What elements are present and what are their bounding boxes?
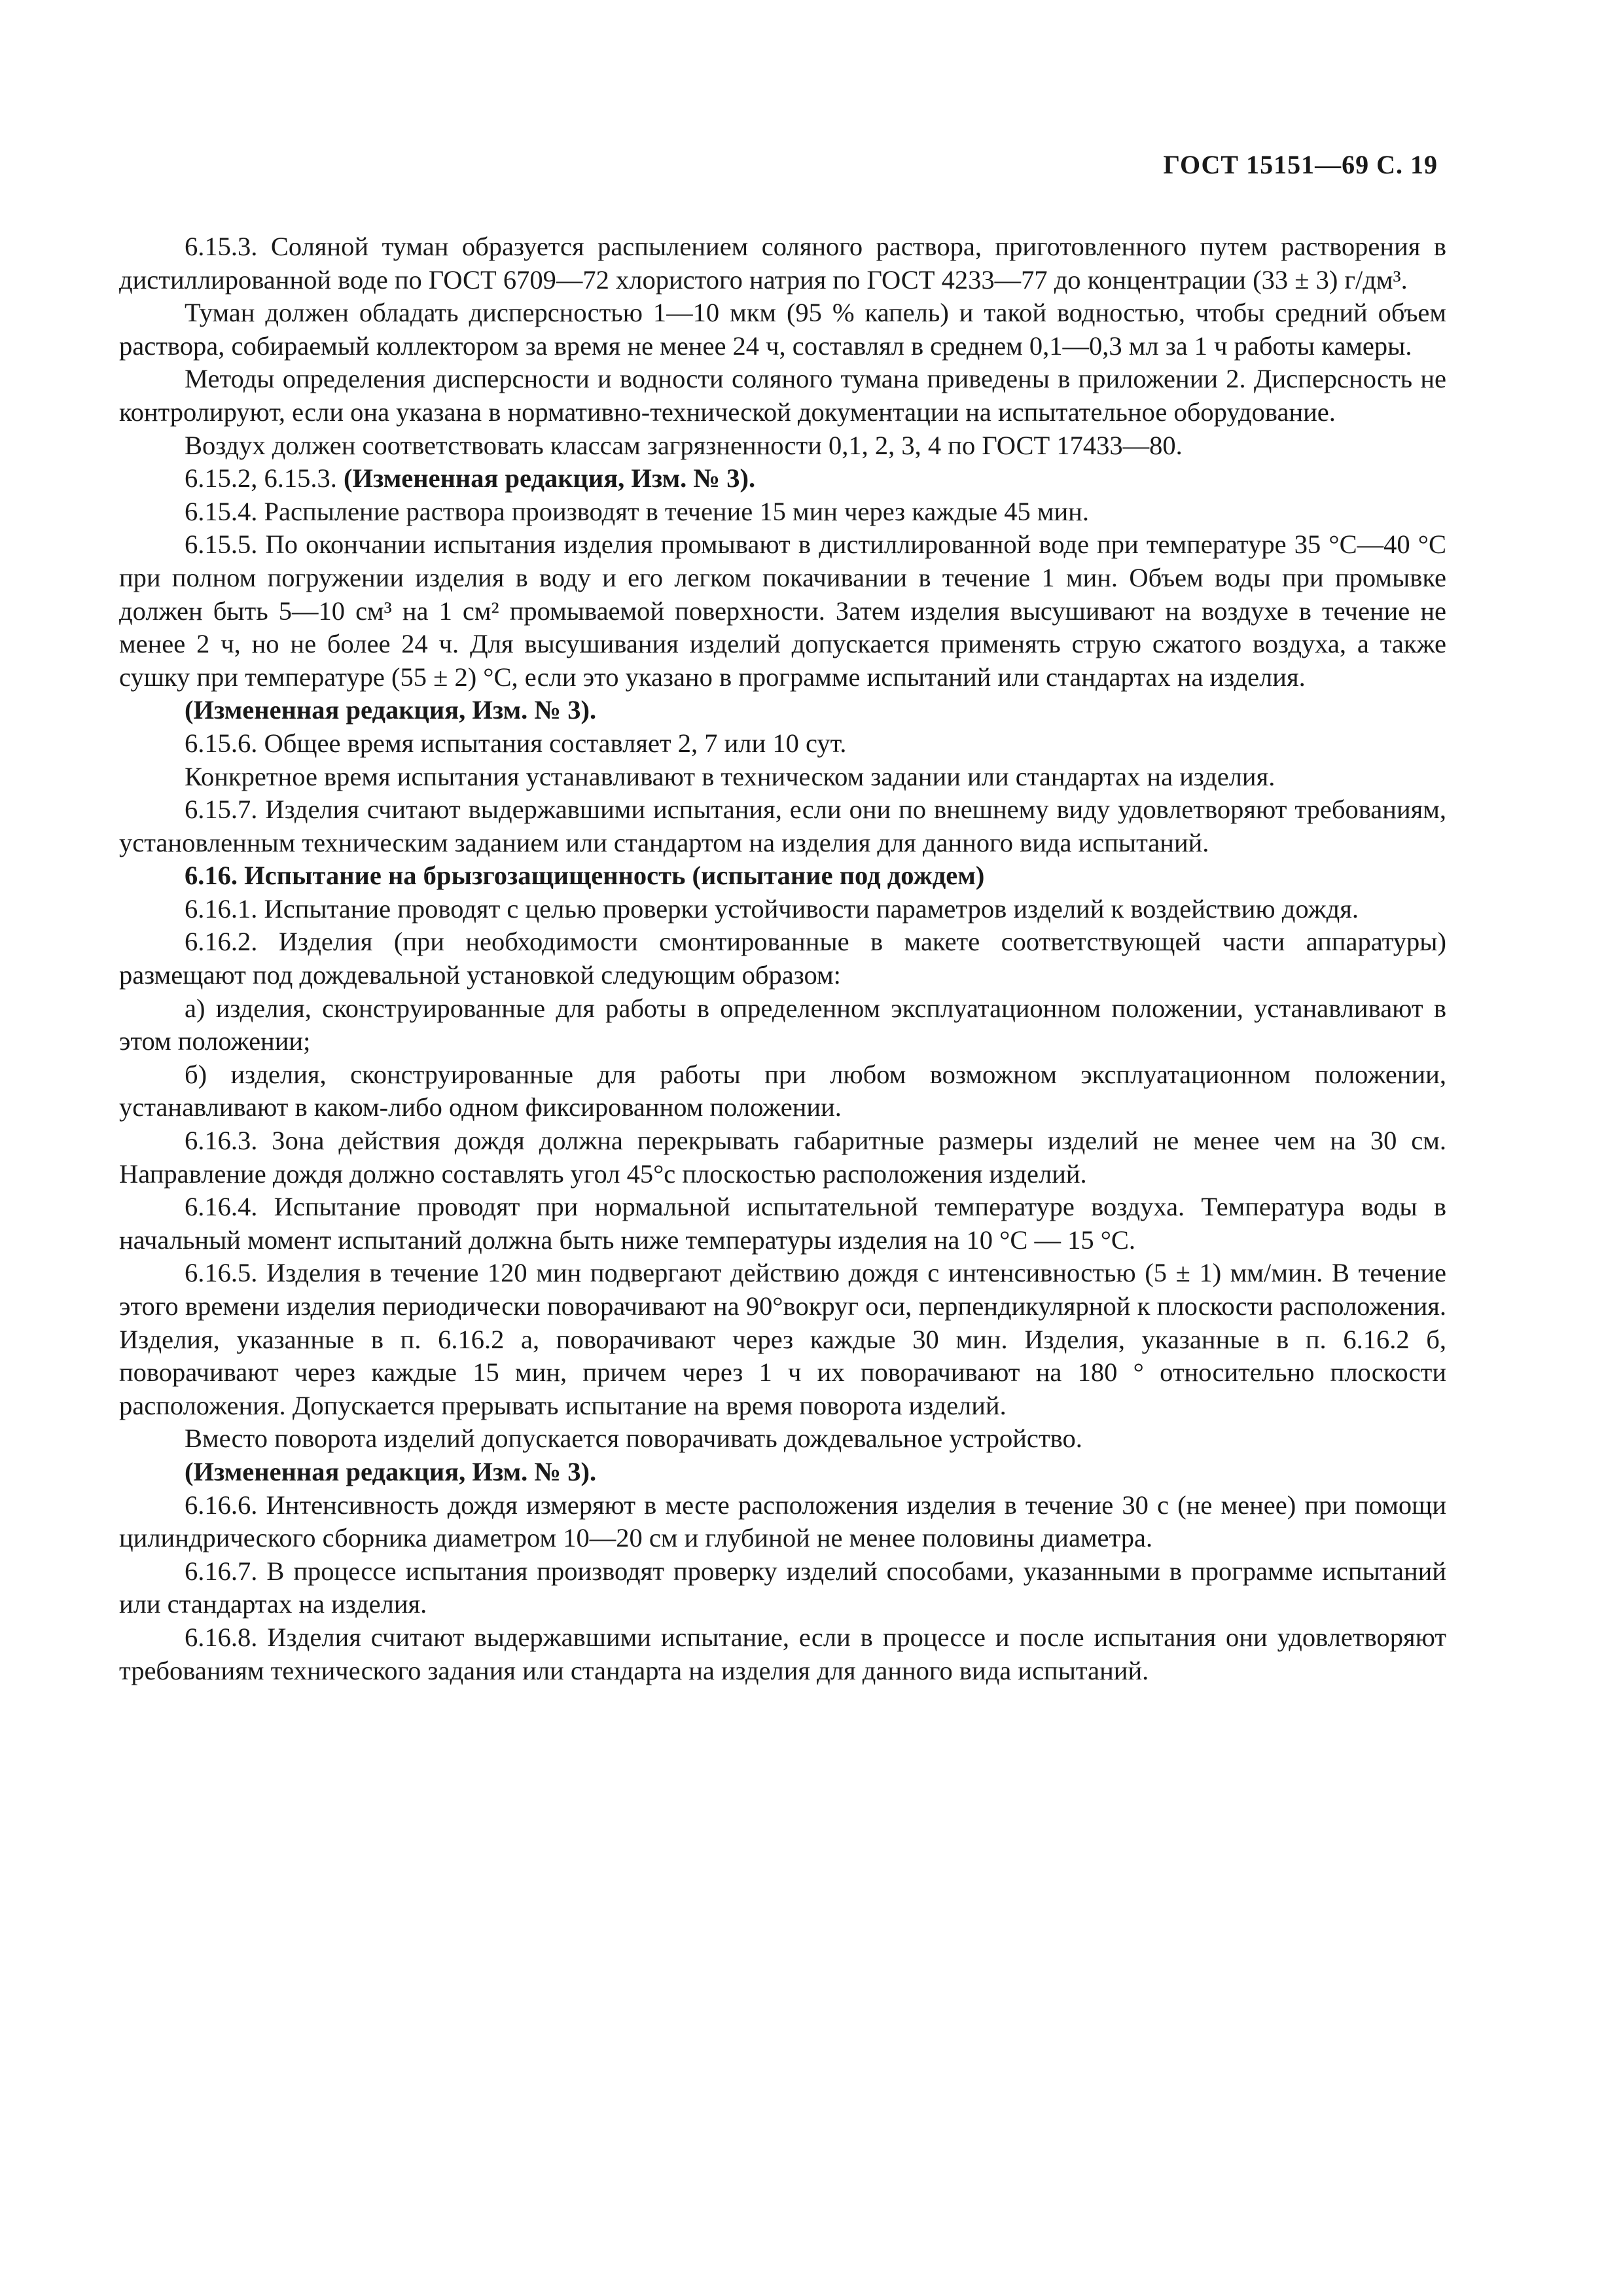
paragraph: 6.16.1. Испытание проводят с целью проверки устойчивости параметров изделий к воздействию дождя. [185,893,1359,924]
paragraph: Методы определения дисперсности и водности соляного тумана приведены в приложении 2. Дисперсность не контролируют, если она указана в нормативно-технической документации на испытательное оборудование. [119,364,1446,427]
paragraph: 6.16.2. Изделия (при необходимости смонтированные в макете соответствующей части аппаратуры) размещают под дождевальной установкой следующим образом: [119,927,1446,990]
paragraph: 6.16.5. Изделия в течение 120 мин подвергают действию дождя с интенсивностью (5 ± 1) мм/мин. В течение этого времени изделия периодически поворачивают на 90°вокруг оси, перпендикулярной к плоскости расположения. Изделия, указанные в п. 6.16.2 а, поворачивают через каждые 30 мин. Изделия, указанные в п. 6.16.2 б, поворачивают через каждые 15 мин, причем через 1 ч их поворачивают на 180 ° относительно плоскости расположения. Допускается прерывать испытание на время поворота изделий. [119,1258,1446,1420]
paragraph: 6.15.7. Изделия считают выдержавшими испытания, если они по внешнему виду удовлетворяют требованиям, установленным техническим заданием или стандартом на изделия для данного вида испытаний. [119,795,1446,857]
paragraph: Воздух должен соответствовать классам загрязненности 0,1, 2, 3, 4 по ГОСТ 17433—80. [185,430,1183,460]
paragraph: Туман должен обладать дисперсностью 1—10 мкм (95 % капель) и такой водностью, чтобы средний объем раствора, собираемый коллектором за время не менее 24 ч, составлял в среднем 0,1—0,3 мл за 1 ч работы камеры. [119,298,1446,361]
list-item: а) изделия, сконструированные для работы в определенном эксплуатационном положении, устанавливают в этом положении; [119,993,1446,1056]
section-heading: 6.16. Испытание на брызгозащищенность (испытание под дождем) [185,861,985,891]
document-body [119,230,1446,1687]
amendment-note: (Измененная редакция, Изм. № 3). [344,463,756,493]
paragraph: 6.16.3. Зона действия дождя должна перекрывать габаритные размеры изделий не менее чем на 30 см. Направление дождя должно составлять угол 45°с плоскостью расположения изделий. [119,1126,1446,1189]
page-header: ГОСТ 15151—69 С. 19 [1163,150,1438,179]
paragraph: 6.15.4. Распыление раствора производят в течение 15 мин через каждые 45 мин. [185,496,1089,526]
paragraph: 6.15.6. Общее время испытания составляет 2, 7 или 10 сут. [185,728,847,758]
paragraph: 6.15.5. По окончании испытания изделия промывают в дистиллированной воде при температуре 35 °С—40 °С при полном погружении изделия в воду и его легком покачивании в течение 1 мин. Объем воды при промывке должен быть 5—10 см³ на 1 см² промываемой поверхности. Затем изделия высушивают на воздухе в течение не менее 2 ч, но не более 24 ч. Для высушивания изделий допускается применять струю сжатого воздуха, а также сушку при температуре (55 ± 2) °С, если это указано в программе испытаний или стандартах на изделия. [119,529,1446,692]
paragraph: 6.16.4. Испытание проводят при нормальной испытательной температуре воздуха. Температура воды в начальный момент испытаний должна быть ниже температуры изделия на 10 °С — 15 °С. [119,1192,1446,1255]
paragraph: 6.16.7. В процессе испытания производят проверку изделий способами, указанными в программе испытаний или стандартах на изделия. [119,1556,1446,1619]
paragraph: Конкретное время испытания устанавливают в техническом задании или стандартах на изделия. [185,761,1275,791]
paragraph: 6.16.8. Изделия считают выдержавшими испытание, если в процессе и после испытания они удовлетворяют требованиям технического задания или стандарта на изделия для данного вида испытаний. [119,1622,1446,1685]
amendment-note: (Измененная редакция, Изм. № 3). [185,1456,597,1486]
paragraph: Вместо поворота изделий допускается поворачивать дождевальное устройство. [185,1424,1082,1454]
list-item: б) изделия, сконструированные для работы при любом возможном эксплуатационном положении, устанавливают в каком-либо одном фиксированном положении. [119,1059,1446,1122]
paragraph: 6.16.6. Интенсивность дождя измеряют в месте расположения изделия в течение 30 с (не менее) при помощи цилиндрического сборника диаметром 10—20 см и глубиной не менее половины диаметра. [119,1490,1446,1553]
paragraph-amendment [119,462,1446,495]
clause-reference: 6.15.2, 6.15.3. [185,463,344,493]
amendment-note: (Измененная редакция, Изм. № 3). [185,695,597,725]
paragraph: 6.15.3. Соляной туман образуется распылением соляного раствора, приготовленного путем растворения в дистиллированной воде по ГОСТ 6709—72 хлористого натрия по ГОСТ 4233—77 до концентрации (33 ± 3) г/дм³. [119,232,1446,295]
